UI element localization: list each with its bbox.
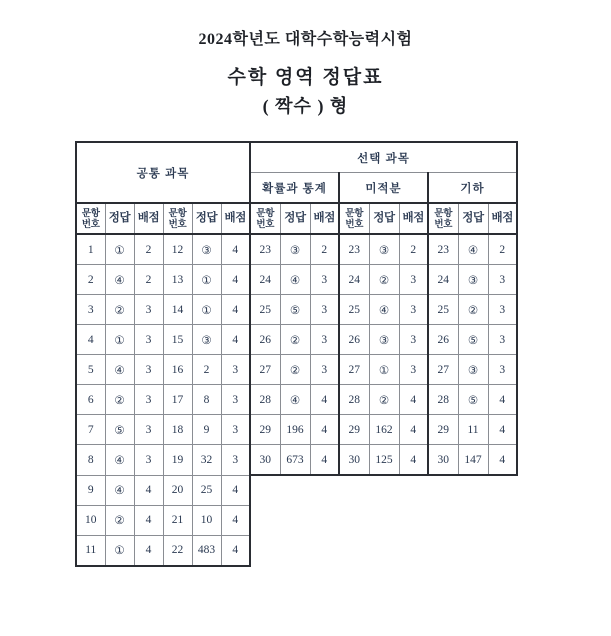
cell-common-left-score: 3 [134,445,163,476]
cell-geometry-answer: ⑤ [458,325,488,355]
cell-probability-answer: ④ [280,265,310,295]
cell-common-right-score: 4 [221,505,250,535]
cell-calculus-score: 4 [399,415,428,445]
cell-common-right-score: 4 [221,295,250,325]
cell-common-right-number: 20 [163,475,192,505]
cell-calculus-score: 3 [399,325,428,355]
table-row [76,265,517,295]
empty-filler [250,505,517,535]
cell-common-right-score: 3 [221,445,250,476]
cell-common-left-answer: ④ [105,355,134,385]
cell-common-left-number: 10 [76,505,105,535]
group-header-elective: 선택 과목 [250,142,517,173]
table-row [76,445,517,476]
cell-common-left-score: 3 [134,355,163,385]
cell-probability-number: 25 [250,295,280,325]
cell-common-right-answer: ③ [192,234,221,265]
cell-probability-answer: 196 [280,415,310,445]
cell-probability-score: 3 [310,325,339,355]
cell-geometry-score: 3 [488,355,517,385]
cell-geometry-score: 4 [488,415,517,445]
cell-common-right-answer: 9 [192,415,221,445]
cell-common-left-answer: ② [105,505,134,535]
cell-common-left-score: 3 [134,295,163,325]
cell-common-right-score: 4 [221,535,250,566]
cell-probability-score: 3 [310,295,339,325]
cell-common-left-answer: ① [105,234,134,265]
cell-probability-answer: ② [280,325,310,355]
cell-common-left-answer: ① [105,535,134,566]
cell-common-left-number: 5 [76,355,105,385]
exam-subject-title: 수학 영역 정답표 [227,67,384,88]
cell-common-right-score: 4 [221,475,250,505]
cell-common-right-number: 21 [163,505,192,535]
col-header-score-probability: 배점 [310,203,339,234]
cell-geometry-score: 4 [488,445,517,476]
cell-calculus-score: 3 [399,295,428,325]
cell-geometry-number: 30 [428,445,458,476]
empty-filler [250,535,517,566]
col-header-answer-calculus: 정답 [369,203,399,234]
cell-probability-answer: 673 [280,445,310,476]
table-row [76,295,517,325]
cell-calculus-number: 25 [339,295,369,325]
cell-calculus-score: 2 [399,234,428,265]
answer-key-table [75,141,518,567]
column-header-row [76,203,517,234]
cell-geometry-number: 29 [428,415,458,445]
col-header-score-common-right: 배점 [221,203,250,234]
cell-calculus-score: 3 [399,265,428,295]
cell-calculus-answer: ④ [369,295,399,325]
cell-common-left-number: 3 [76,295,105,325]
table-row [76,385,517,415]
col-header-answer-probability: 정답 [280,203,310,234]
cell-probability-score: 2 [310,234,339,265]
cell-geometry-answer: 147 [458,445,488,476]
cell-calculus-answer: 125 [369,445,399,476]
cell-geometry-number: 25 [428,295,458,325]
cell-common-right-number: 15 [163,325,192,355]
cell-common-left-number: 11 [76,535,105,566]
cell-common-left-score: 3 [134,385,163,415]
cell-common-right-score: 3 [221,355,250,385]
cell-geometry-answer: ④ [458,234,488,265]
col-header-answer-common-right: 정답 [192,203,221,234]
cell-geometry-number: 27 [428,355,458,385]
cell-common-right-answer: 25 [192,475,221,505]
col-header-number-probability: 문항 번호 [250,203,280,234]
cell-geometry-answer: ⑤ [458,385,488,415]
cell-common-left-answer: ② [105,295,134,325]
group-header-row [76,142,517,173]
cell-calculus-number: 28 [339,385,369,415]
cell-common-left-score: 4 [134,535,163,566]
cell-common-left-answer: ④ [105,445,134,476]
cell-common-right-answer: 32 [192,445,221,476]
cell-common-right-answer: 483 [192,535,221,566]
cell-calculus-score: 4 [399,385,428,415]
cell-geometry-score: 4 [488,385,517,415]
cell-calculus-score: 3 [399,355,428,385]
subject-header-probability: 확률과 통계 [250,173,339,204]
cell-common-right-answer: ① [192,295,221,325]
cell-probability-number: 29 [250,415,280,445]
cell-common-left-answer: ④ [105,475,134,505]
cell-common-left-score: 2 [134,234,163,265]
cell-probability-number: 23 [250,234,280,265]
cell-common-left-score: 3 [134,415,163,445]
cell-probability-score: 4 [310,385,339,415]
cell-calculus-number: 26 [339,325,369,355]
cell-calculus-answer: 162 [369,415,399,445]
cell-common-left-number: 1 [76,234,105,265]
cell-calculus-answer: ② [369,265,399,295]
cell-calculus-answer: ③ [369,234,399,265]
table-row [76,505,517,535]
cell-common-left-score: 4 [134,505,163,535]
cell-common-left-answer: ① [105,325,134,355]
col-header-score-geometry: 배점 [488,203,517,234]
cell-common-right-number: 18 [163,415,192,445]
cell-common-left-answer: ⑤ [105,415,134,445]
cell-probability-score: 4 [310,415,339,445]
cell-geometry-answer: ② [458,295,488,325]
cell-common-right-number: 22 [163,535,192,566]
subject-header-calculus: 미적분 [339,173,428,204]
cell-common-left-number: 7 [76,415,105,445]
cell-common-right-number: 14 [163,295,192,325]
col-header-number-common-right: 문항 번호 [163,203,192,234]
cell-common-right-number: 16 [163,355,192,385]
cell-probability-answer: ④ [280,385,310,415]
cell-common-left-number: 8 [76,445,105,476]
cell-probability-number: 26 [250,325,280,355]
cell-geometry-score: 3 [488,295,517,325]
cell-geometry-number: 26 [428,325,458,355]
table-row [76,355,517,385]
cell-probability-answer: ③ [280,234,310,265]
cell-common-left-score: 2 [134,265,163,295]
cell-calculus-number: 29 [339,415,369,445]
cell-common-right-score: 3 [221,385,250,415]
title-block [0,30,611,118]
cell-common-right-number: 13 [163,265,192,295]
cell-common-right-score: 4 [221,265,250,295]
cell-calculus-answer: ① [369,355,399,385]
table-row [76,325,517,355]
cell-probability-answer: ⑤ [280,295,310,325]
cell-common-left-score: 3 [134,325,163,355]
cell-geometry-answer: ③ [458,355,488,385]
cell-common-left-answer: ② [105,385,134,415]
col-header-answer-geometry: 정답 [458,203,488,234]
cell-geometry-answer: 11 [458,415,488,445]
cell-calculus-number: 24 [339,265,369,295]
cell-calculus-answer: ② [369,385,399,415]
cell-common-right-number: 17 [163,385,192,415]
cell-common-right-number: 12 [163,234,192,265]
cell-common-right-score: 4 [221,325,250,355]
col-header-answer-common-left: 정답 [105,203,134,234]
cell-common-left-score: 4 [134,475,163,505]
cell-common-right-score: 3 [221,415,250,445]
cell-probability-answer: ② [280,355,310,385]
group-header-common: 공통 과목 [76,142,250,203]
cell-probability-score: 3 [310,355,339,385]
exam-form-title: ( 짝수 ) 형 [262,96,349,116]
cell-geometry-number: 23 [428,234,458,265]
col-header-score-calculus: 배점 [399,203,428,234]
cell-probability-number: 27 [250,355,280,385]
cell-calculus-number: 23 [339,234,369,265]
exam-year-title: 2024학년도 대학수학능력시험 [198,31,413,48]
col-header-number-common-left: 문항 번호 [76,203,105,234]
cell-probability-number: 30 [250,445,280,476]
cell-common-right-answer: ① [192,265,221,295]
empty-filler [250,475,517,505]
col-header-number-calculus: 문항 번호 [339,203,369,234]
answer-key-body [76,142,517,566]
answer-key-table-wrapper [75,141,518,567]
table-row [76,475,517,505]
cell-calculus-score: 4 [399,445,428,476]
cell-common-right-answer: 2 [192,355,221,385]
cell-common-left-number: 9 [76,475,105,505]
cell-common-right-answer: 8 [192,385,221,415]
cell-calculus-number: 30 [339,445,369,476]
col-header-score-common-left: 배점 [134,203,163,234]
cell-probability-score: 3 [310,265,339,295]
cell-common-right-answer: 10 [192,505,221,535]
cell-geometry-number: 28 [428,385,458,415]
cell-common-left-number: 6 [76,385,105,415]
cell-common-left-number: 4 [76,325,105,355]
cell-probability-number: 24 [250,265,280,295]
table-row [76,535,517,566]
cell-geometry-answer: ③ [458,265,488,295]
table-row [76,234,517,265]
cell-probability-number: 28 [250,385,280,415]
cell-geometry-score: 2 [488,234,517,265]
cell-probability-score: 4 [310,445,339,476]
cell-calculus-answer: ③ [369,325,399,355]
cell-geometry-number: 24 [428,265,458,295]
subject-header-geometry: 기하 [428,173,517,204]
cell-geometry-score: 3 [488,265,517,295]
table-row [76,415,517,445]
cell-common-left-number: 2 [76,265,105,295]
cell-common-right-number: 19 [163,445,192,476]
col-header-number-geometry: 문항 번호 [428,203,458,234]
cell-common-left-answer: ④ [105,265,134,295]
cell-common-right-score: 4 [221,234,250,265]
cell-common-right-answer: ③ [192,325,221,355]
cell-calculus-number: 27 [339,355,369,385]
cell-geometry-score: 3 [488,325,517,355]
